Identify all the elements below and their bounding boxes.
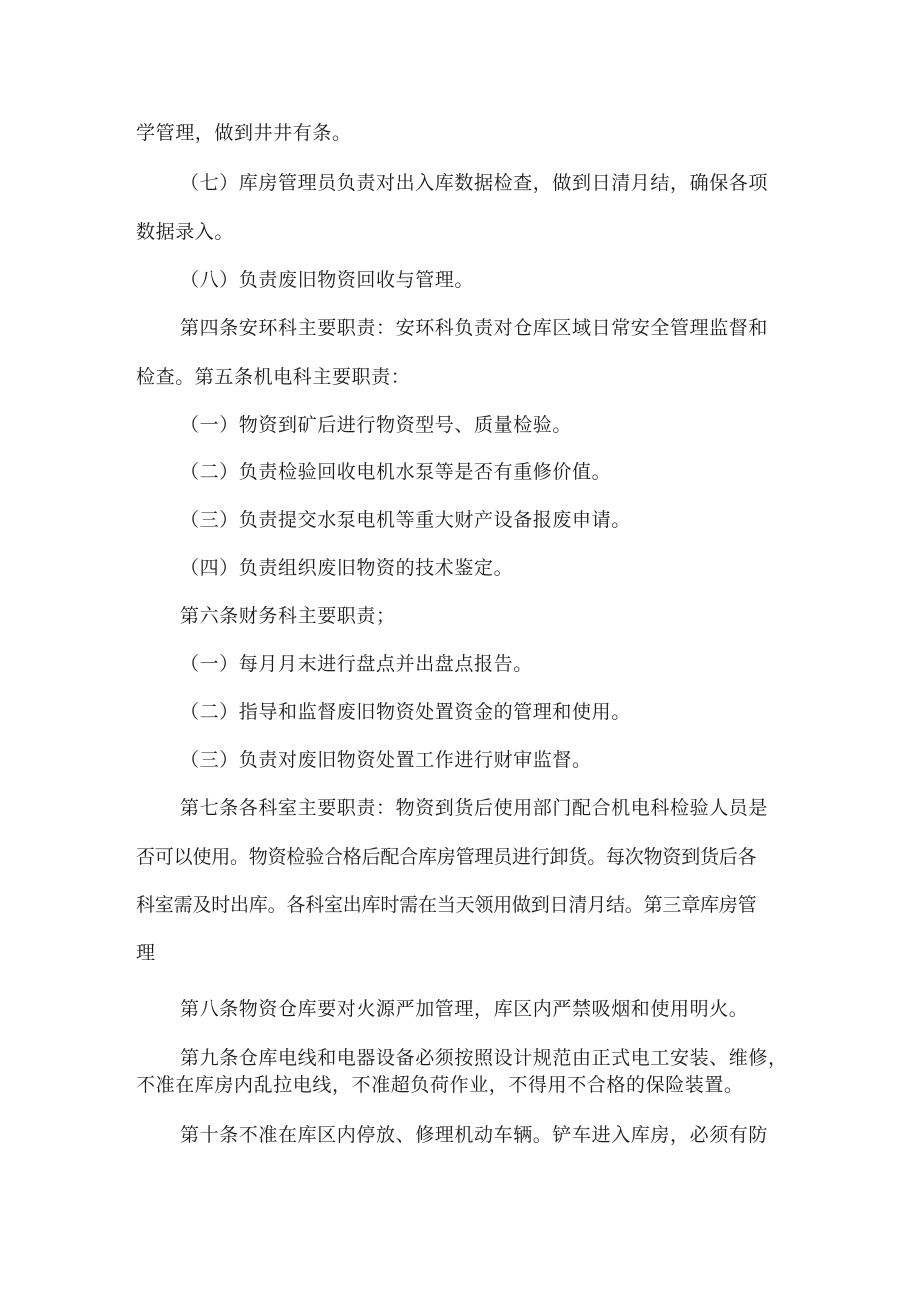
text-line: 第八条物资仓库要对火源严加管理，库区内严禁吸烟和使用明火。 bbox=[180, 998, 749, 1020]
text-line: （三）负责提交水泵电机等重大财产设备报废申请。 bbox=[180, 509, 631, 531]
text-line: （一）每月月末进行盘点并出盘点报告。 bbox=[180, 653, 533, 675]
text-line: （二）指导和监督废旧物资处置资金的管理和使用。 bbox=[180, 701, 631, 723]
text-line: 不准在库房内乱拉电线，不准超负荷作业，不得用不合格的保险装置。 bbox=[136, 1074, 744, 1096]
text-line: 科室需及时出库。各科室出库时需在当天领用做到日清月结。第三章库房管 bbox=[136, 894, 757, 916]
text-line: （二）负责检验回收电机水泵等是否有重修价值。 bbox=[180, 461, 612, 483]
text-line: 第六条财务科主要职责； bbox=[180, 605, 396, 627]
text-line: 第九条仓库电线和电器设备必须按照设计规范由正式电工安装、维修， bbox=[180, 1047, 788, 1069]
text-line: 第十条不准在库区内停放、修理机动车辆。铲车进入库房，必须有防 bbox=[180, 1124, 769, 1146]
text-line: 第七条各科室主要职责：物资到货后使用部门配合机电科检验人员是 bbox=[180, 797, 769, 819]
text-line: （八）负责废旧物资回收与管理。 bbox=[180, 269, 475, 291]
text-line: 理 bbox=[136, 942, 156, 964]
text-line: 第四条安环科主要职责：安环科负责对仓库区域日常安全管理监督和 bbox=[180, 317, 769, 339]
text-line: （四）负责组织废旧物资的技术鉴定。 bbox=[180, 557, 514, 579]
text-line: （七）库房管理员负责对出入库数据检查，做到日清月结，确保各项 bbox=[180, 172, 769, 194]
text-line: 检查。第五条机电科主要职责： bbox=[136, 366, 411, 388]
text-line: 学管理，做到井井有条。 bbox=[136, 122, 352, 144]
text-line: 数据录入。 bbox=[136, 221, 235, 243]
text-line: （三）负责对废旧物资处置工作进行财审监督。 bbox=[180, 749, 592, 771]
text-line: （一）物资到矿后进行物资型号、质量检验。 bbox=[180, 414, 573, 436]
text-line: 否可以使用。物资检验合格后配合库房管理员进行卸货。每次物资到货后各 bbox=[136, 846, 757, 868]
